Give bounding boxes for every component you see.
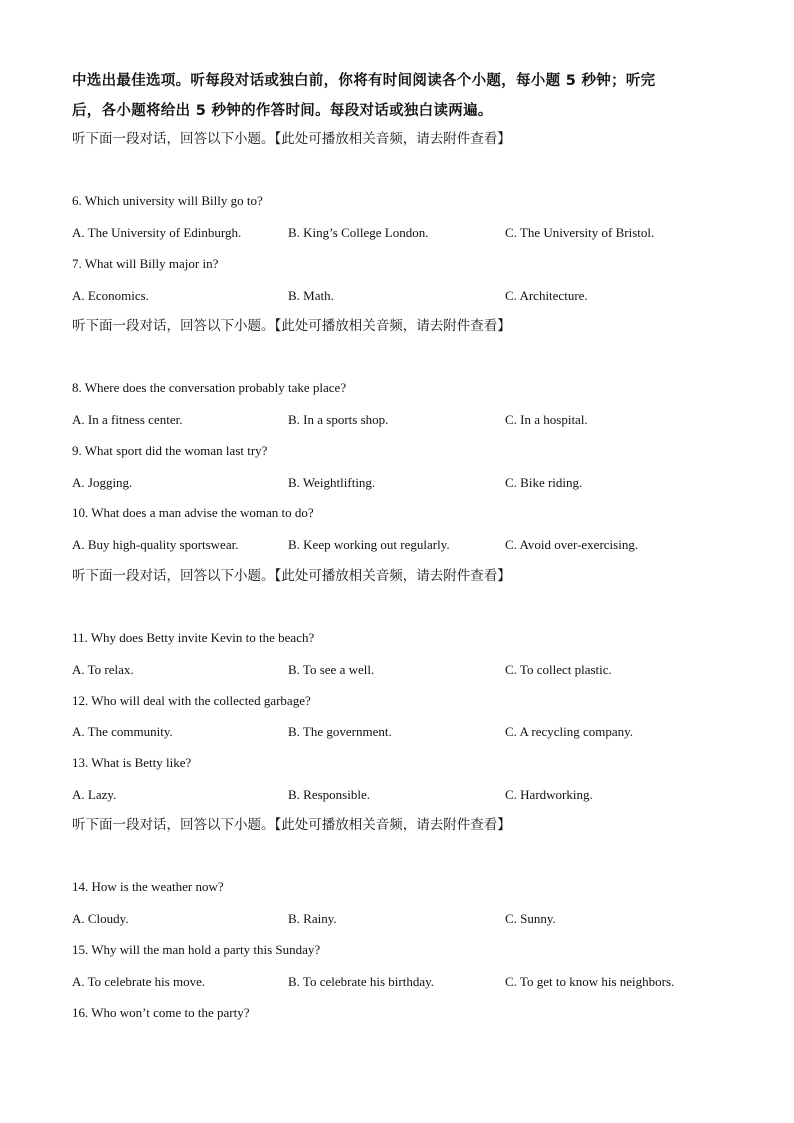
option-9a: A. Jogging. bbox=[72, 475, 133, 490]
option-11b: B. To see a well. bbox=[288, 662, 375, 677]
option-15c: C. To get to know his neighbors. bbox=[505, 974, 675, 989]
option-8b: B. In a sports shop. bbox=[288, 412, 389, 427]
option-14c: C. Sunny. bbox=[505, 911, 556, 926]
option-6a: A. The University of Edinburgh. bbox=[72, 225, 242, 240]
option-8c: C. In a hospital. bbox=[505, 412, 588, 427]
option-7b: B. Math. bbox=[288, 288, 334, 303]
option-9c: C. Bike riding. bbox=[505, 475, 583, 490]
question-16: 16. Who won’t come to the party? bbox=[72, 1005, 250, 1020]
question-7: 7. What will Billy major in? bbox=[72, 256, 219, 271]
option-6c: C. The University of Bristol. bbox=[505, 225, 655, 240]
option-10a: A. Buy high-quality sportswear. bbox=[72, 537, 239, 552]
section-instruction: 听下面一段对话，回答以下小题。【此处可播放相关音频，请去附件查看】 bbox=[72, 568, 511, 584]
option-15b: B. To celebrate his birthday. bbox=[288, 974, 435, 989]
option-12b: B. The government. bbox=[288, 724, 392, 739]
option-6b: B. King’s College London. bbox=[288, 225, 429, 240]
question-10: 10. What does a man advise the woman to do? bbox=[72, 505, 314, 520]
option-9b: B. Weightlifting. bbox=[288, 475, 376, 490]
section-instruction: 听下面一段对话，回答以下小题。【此处可播放相关音频，请去附件查看】 bbox=[72, 131, 511, 147]
option-15a: A. To celebrate his move. bbox=[72, 974, 206, 989]
option-10c: C. Avoid over-exercising. bbox=[505, 537, 639, 552]
option-13c: C. Hardworking. bbox=[505, 787, 593, 802]
option-11c: C. To collect plastic. bbox=[505, 662, 612, 677]
question-8: 8. Where does the conversation probably take place? bbox=[72, 380, 347, 395]
option-12a: A. The community. bbox=[72, 724, 173, 739]
option-10b: B. Keep working out regularly. bbox=[288, 537, 450, 552]
section-instruction: 听下面一段对话，回答以下小题。【此处可播放相关音频，请去附件查看】 bbox=[72, 318, 511, 334]
option-14b: B. Rainy. bbox=[288, 911, 337, 926]
intro-line-2: 后，各小题将给出 5 秒钟的作答时间。每段对话或独白读两遍。 bbox=[72, 103, 493, 119]
question-13: 13. What is Betty like? bbox=[72, 755, 192, 770]
intro-line-1: 中选出最佳选项。听每段对话或独白前，你将有时间阅读各个小题，每小题 5 秒钟；听完 bbox=[72, 73, 656, 89]
question-15: 15. Why will the man hold a party this Sunday? bbox=[72, 942, 321, 957]
option-13a: A. Lazy. bbox=[72, 787, 117, 802]
option-13b: B. Responsible. bbox=[288, 787, 370, 802]
question-12: 12. Who will deal with the collected garbage? bbox=[72, 693, 311, 708]
question-9: 9. What sport did the woman last try? bbox=[72, 443, 268, 458]
listening-intro bbox=[72, 66, 722, 126]
option-12c: C. A recycling company. bbox=[505, 724, 634, 739]
question-14: 14. How is the weather now? bbox=[72, 879, 224, 894]
section-instruction: 听下面一段对话，回答以下小题。【此处可播放相关音频，请去附件查看】 bbox=[72, 817, 511, 833]
option-11a: A. To relax. bbox=[72, 662, 134, 677]
question-6: 6. Which university will Billy go to? bbox=[72, 193, 263, 208]
option-8a: A. In a fitness center. bbox=[72, 412, 183, 427]
option-7a: A. Economics. bbox=[72, 288, 149, 303]
question-11: 11. Why does Betty invite Kevin to the beach? bbox=[72, 630, 315, 645]
option-14a: A. Cloudy. bbox=[72, 911, 129, 926]
option-7c: C. Architecture. bbox=[505, 288, 588, 303]
